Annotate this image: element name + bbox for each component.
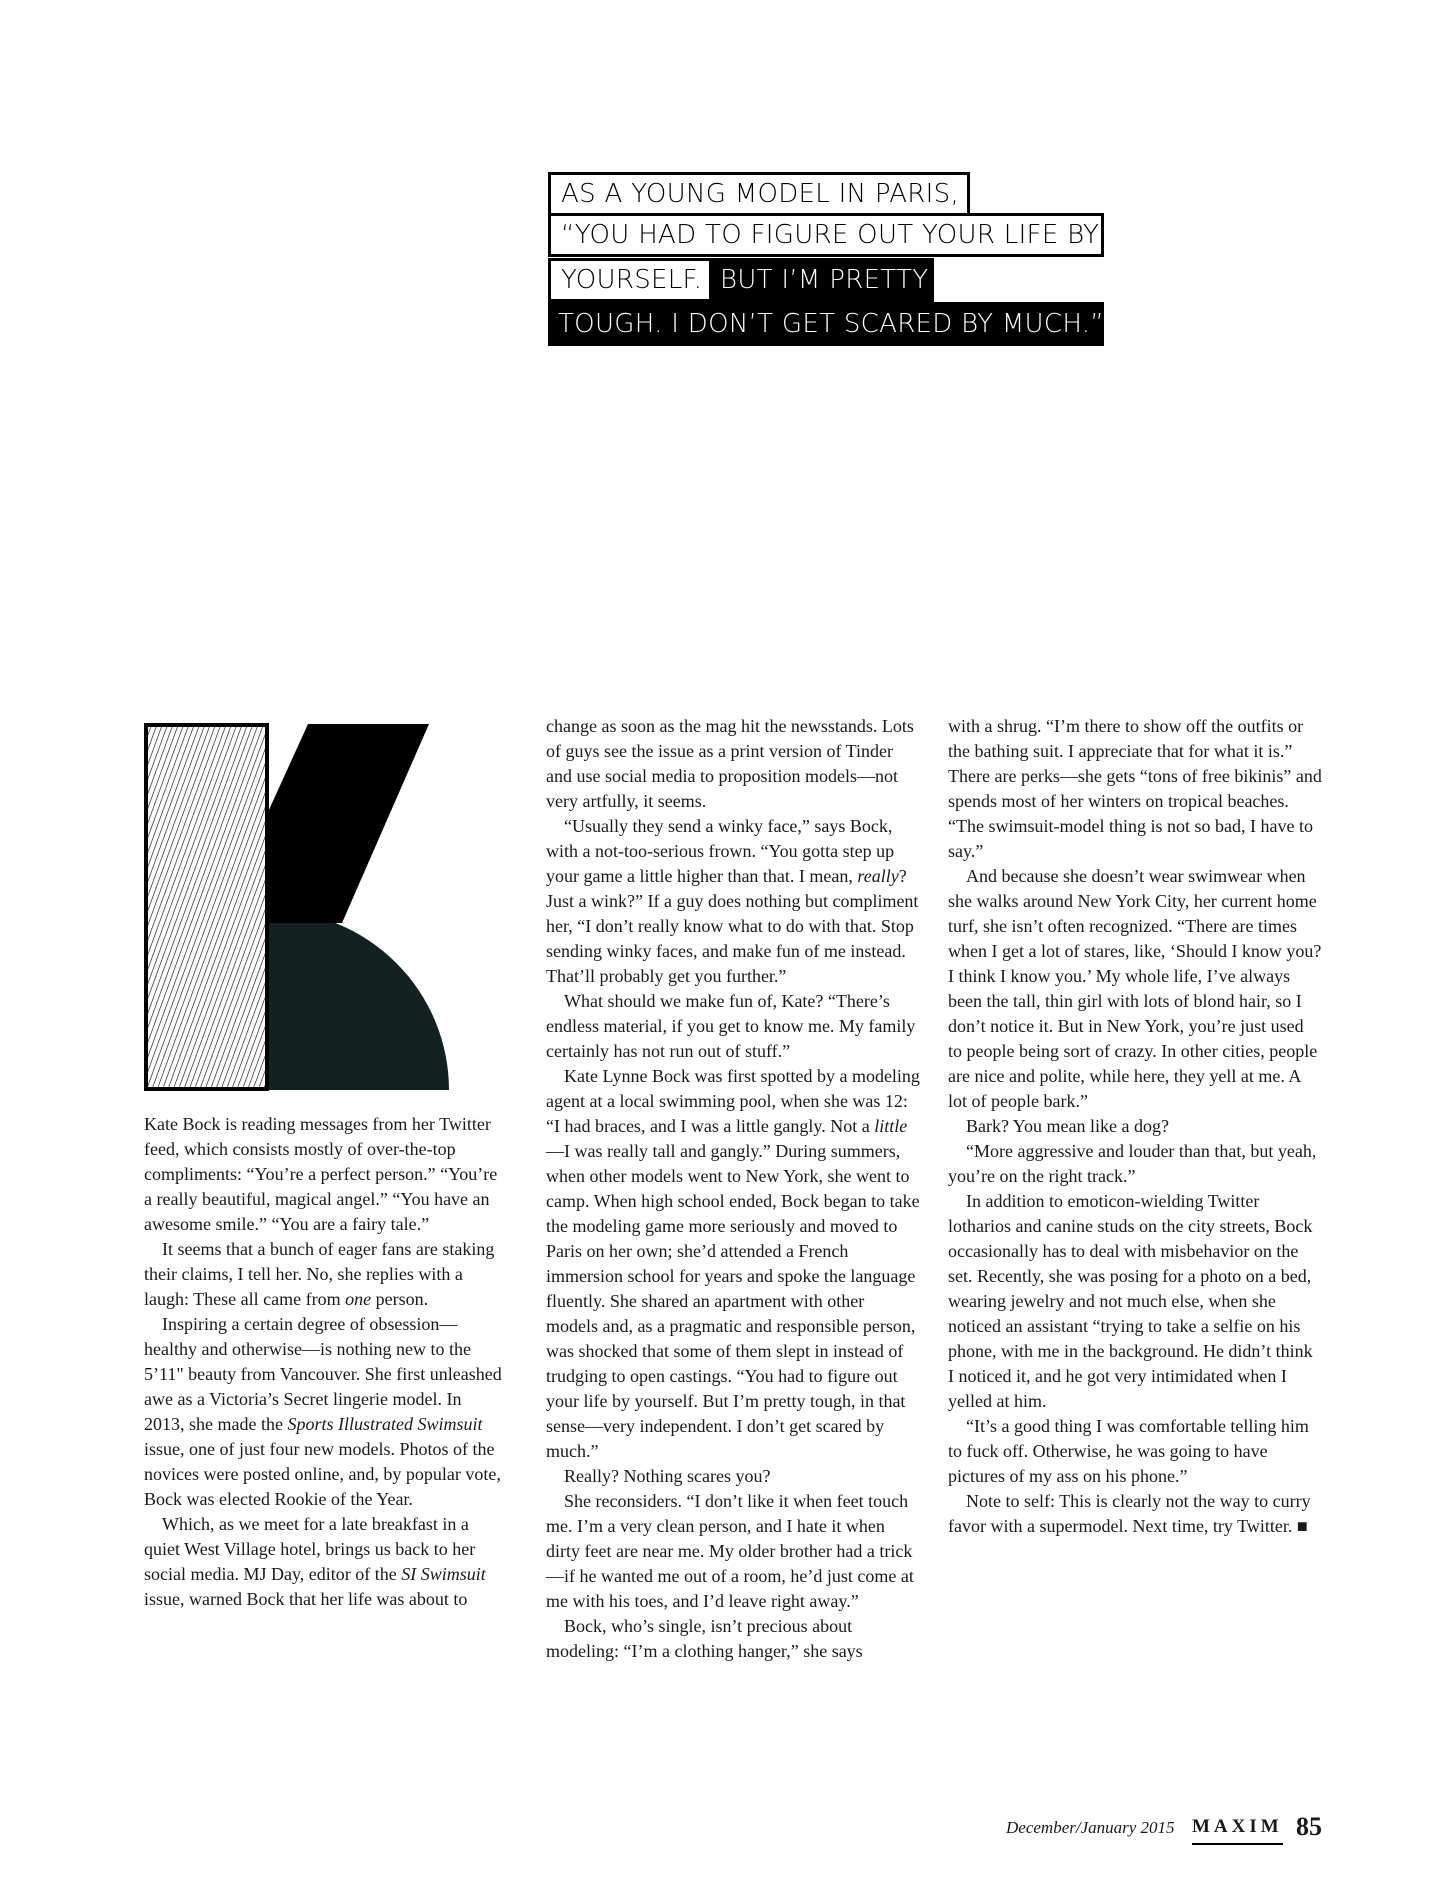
text-run: Bark? You mean like a dog? — [966, 1116, 1169, 1136]
article-paragraph — [546, 814, 920, 989]
article-paragraph — [546, 1614, 920, 1664]
italic-text: little — [874, 1116, 908, 1136]
text-run: with a shrug. “I’m there to show off the outfits or the bathing suit. I appreciate that for what it is.” There are perks—she gets “tons of free bikinis” and spends most of her winters on tropical beaches. “The swimsuit-model thing is not so bad, I have to say.” — [948, 716, 1322, 861]
article-paragraph — [144, 1237, 506, 1312]
article-paragraph — [948, 1414, 1322, 1489]
article-column-1 — [144, 1112, 506, 1612]
text-run: In addition to emoticon-wielding Twitter lotharios and canine studs on the city streets, Bock occasionally has to deal with misbehavior on the set. Recently, she was posing for a photo on a bed, wearing jewelry and not much else, when she noticed an assistant “trying to take a selfie on his phone, with me in the background. He didn’t think I noticed it, and he got very intimidated when I yelled at him. — [948, 1191, 1313, 1411]
text-run: issue, one of just four new models. Photos of the novices were posted online, and, by popular vote, Bock was elected Rookie of the Year. — [144, 1439, 501, 1509]
italic-text: really — [857, 866, 899, 886]
article-paragraph — [144, 1512, 506, 1612]
article-paragraph — [546, 989, 920, 1064]
pull-quote-line-highlight: TOUGH. I DON’T GET SCARED BY MUCH.” — [548, 302, 1104, 346]
article-paragraph — [546, 714, 920, 814]
article-paragraph — [546, 1489, 920, 1614]
text-run: And because she doesn’t wear swimwear when she walks around New York City, her current home turf, she isn’t often recognized. “There are times when I get a lot of stares, like, ‘Should I know you? I think I know you.’ My whole life, I’ve always been the tall, thin girl with lots of blond hair, so I don’t notice it. But in New York, you’re just used to people being sort of crazy. In other cities, people are nice and polite, while here, they yell at me. A lot of people bark.” — [948, 866, 1322, 1111]
text-run: —I was really tall and gangly.” During summers, when other models went to New York, she went to camp. When high school ended, Bock began to take the modeling game more seriously and moved to Paris on her own; she’d attended a French immersion school for years and spoke the language fluently. She shared an apartment with other models and, as a pragmatic and responsible person, was shocked that some of them slept in instead of trudging to open castings. “You had to figure out your life by yourself. But I’m pretty tough, in that sense—very independent. I don’t get scared by much.” — [546, 1141, 920, 1461]
text-run: It seems that a bunch of eager fans are staking their claims, I tell her. No, she replies with a laugh: These all came from — [144, 1239, 495, 1309]
drop-cap-k-graphic — [0, 0, 520, 1100]
text-run: Which, as we meet for a late breakfast in a quiet West Village hotel, brings us back to her social media. MJ Day, editor of the — [144, 1514, 476, 1584]
magazine-name: MAXIM — [1192, 1816, 1283, 1845]
text-run: Really? Nothing scares you? — [564, 1466, 771, 1486]
text-run: Kate Bock is reading messages from her Twitter feed, which consists mostly of over-the-top compliments: “You’re a perfect person.” “You’re a really beautiful, magical angel.” “You have an awesome smile.” “You are a fairy tale.” — [144, 1114, 498, 1234]
text-run: What should we make fun of, Kate? “There’s endless material, if you get to know me. My family certainly has not run out of stuff.” — [546, 991, 916, 1061]
article-paragraph — [144, 1312, 506, 1512]
pull-quote-line: AS A YOUNG MODEL IN PARIS, — [548, 172, 970, 216]
drop-cap-diagonal — [268, 724, 429, 923]
text-run: “It’s a good thing I was comfortable telling him to fuck off. Otherwise, he was going to have pictures of my ass on his phone.” — [948, 1416, 1309, 1486]
text-run: Note to self: This is clearly not the way to curry favor with a supermodel. Next time, try Twitter. ■ — [948, 1491, 1311, 1536]
pull-quote-line-highlight: BUT I’M PRETTY — [710, 258, 934, 302]
pull-quote-line: “YOU HAD TO FIGURE OUT YOUR LIFE BY — [548, 213, 1104, 257]
page-number: 85 — [1296, 1812, 1322, 1841]
italic-text: Sports Illustrated Swimsuit — [287, 1414, 483, 1434]
article-paragraph — [948, 1114, 1322, 1139]
article-paragraph — [948, 714, 1322, 864]
drop-cap-stem — [146, 725, 267, 1089]
text-run: Kate Lynne Bock was first spotted by a modeling agent at a local swimming pool, when she was 12: “I had braces, and I was a little gangly. Not a — [546, 1066, 920, 1136]
text-run: person. — [371, 1289, 429, 1309]
article-paragraph — [948, 1189, 1322, 1414]
article-paragraph — [546, 1464, 920, 1489]
issue-date: December/January 2015 — [1006, 1818, 1175, 1837]
text-run: She reconsiders. “I don’t like it when feet touch me. I’m a very clean person, and I hate it when dirty feet are near me. My older brother had a trick—if he wanted me out of a room, he’d just come at me with his toes, and I’d leave right away.” — [546, 1491, 914, 1611]
article-column-2 — [546, 714, 920, 1664]
italic-text: one — [345, 1289, 372, 1309]
pull-quote-line: YOURSELF. — [548, 258, 712, 302]
article-paragraph — [546, 1064, 920, 1464]
text-run: issue, warned Bock that her life was about to — [144, 1589, 468, 1609]
article-paragraph — [948, 864, 1322, 1114]
text-run: “More aggressive and louder than that, but yeah, you’re on the right track.” — [948, 1141, 1317, 1186]
italic-text: SI Swimsuit — [401, 1564, 486, 1584]
article-paragraph — [948, 1489, 1322, 1539]
text-run: “Usually they send a winky face,” says Bock, with a not-too-serious frown. “You gotta step up your game a little higher than that. I mean, — [546, 816, 895, 886]
text-run: ? Just a wink?” If a guy does nothing but compliment her, “I don’t really know what to do with that. Stop sending winky faces, and make fun of me instead. That’ll probably get you further.” — [546, 866, 919, 986]
article-paragraph — [948, 1139, 1322, 1189]
text-run: Inspiring a certain degree of obsession—healthy and otherwise—is nothing new to the 5’11" beauty from Vancouver. She first unleashed awe as a Victoria’s Secret lingerie model. In 2013, she made the — [144, 1314, 502, 1434]
article-column-3 — [948, 714, 1322, 1539]
article-paragraph — [144, 1112, 506, 1237]
text-run: Bock, who’s single, isn’t precious about modeling: “I’m a clothing hanger,” she says — [546, 1616, 863, 1661]
drop-cap-arc — [268, 910, 449, 1090]
text-run: change as soon as the mag hit the newsstands. Lots of guys see the issue as a print version of Tinder and use social media to proposition models—not very artfully, it seems. — [546, 716, 914, 811]
